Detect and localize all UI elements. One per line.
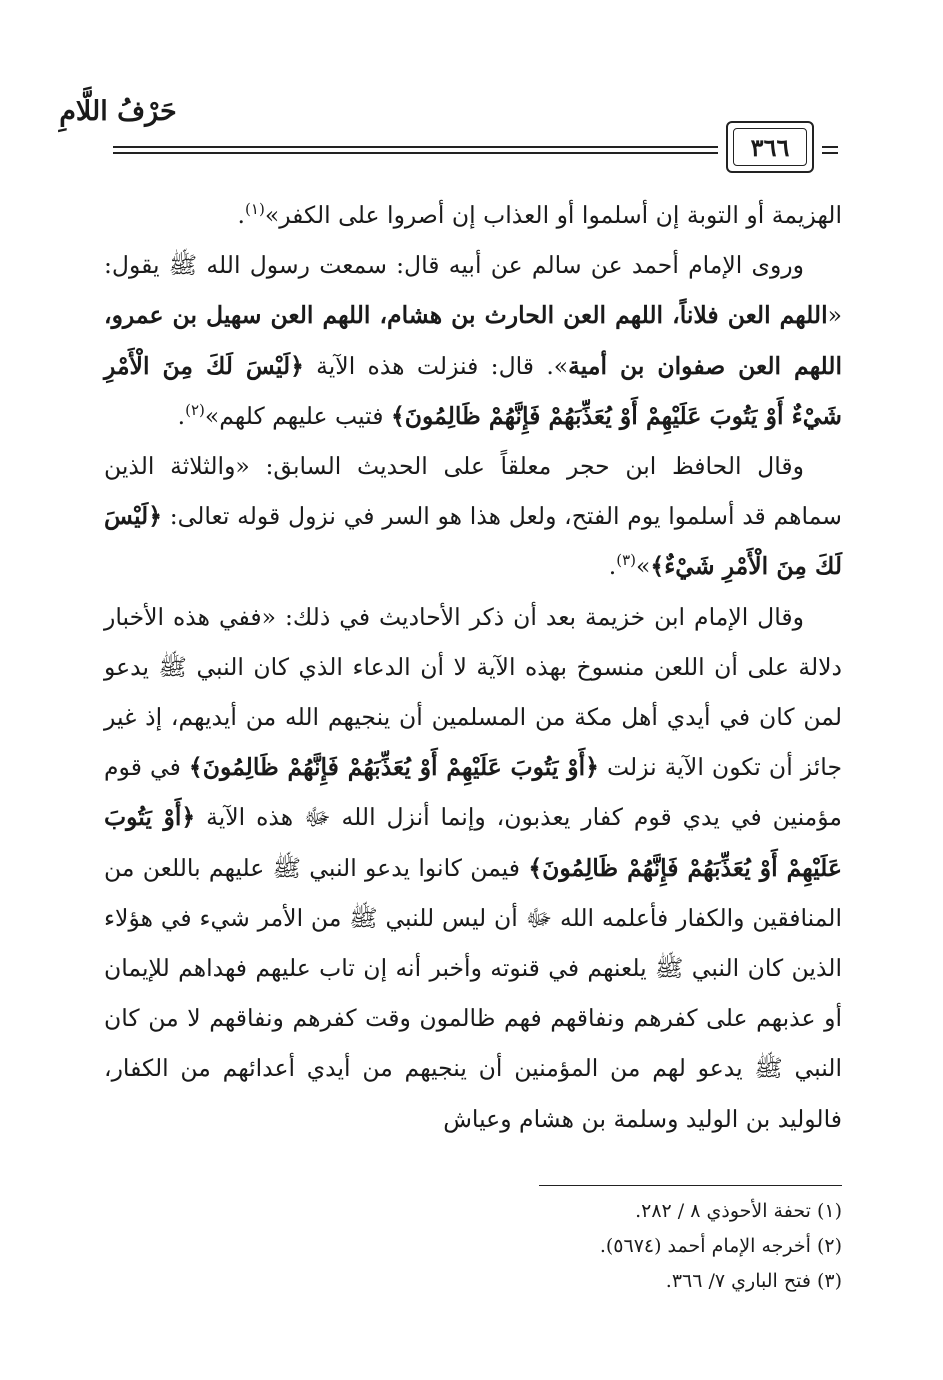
paragraph-1-text: الهزيمة أو التوبة إن أسلموا أو العذاب إن أصروا على الكفر» (264, 201, 842, 229)
page-number: ٣٦٦ (733, 128, 807, 166)
footnote-separator (539, 1185, 842, 1186)
paragraph-3-close: » (636, 552, 651, 581)
footnote-1: (١) تحفة الأحوذي ٨ / ٢٨٢. (635, 1200, 842, 1222)
quran-verse: ﴿لَيْسَ لَكَ مِنَ الْأَمْرِ شَيْءٌ﴾ (104, 502, 842, 581)
hadith-text: اللهم العن فلاناً، اللهم العن الحارث بن هشام، اللهم العن سهيل بن عمرو، اللهم العن صفوان بن أمية (104, 301, 842, 380)
footnote-ref-2[interactable]: (٢) (185, 400, 205, 419)
paragraph-1 (104, 190, 842, 240)
paragraph-2-end: . (177, 401, 186, 430)
footnote-ref-3[interactable]: (٣) (616, 551, 637, 570)
paragraph-4 (104, 592, 842, 1144)
paragraph-4-mid: في قوم مؤمنين في يدي قوم كفار يعذبون، وإنما أنزل الله ﷻ هذه الآية (104, 753, 842, 832)
footnote-3: (٣) فتح الباري ٧/ ٣٦٦. (665, 1270, 842, 1292)
footnote-2: (٢) أخرجه الإمام أحمد (٥٦٧٤). (599, 1235, 842, 1257)
footnotes (142, 1194, 842, 1299)
header-rule-short (822, 146, 838, 154)
quran-verse: ﴿لَيْسَ لَكَ مِنَ الْأَمْرِ شَيْءٌ أَوْ يَتُوبَ عَلَيْهِمْ أَوْ يُعَذِّبَهُمْ فَإِنَّهُمْ ظَالِمُونَ﴾ (104, 351, 842, 430)
paragraph-3 (104, 441, 842, 592)
paragraph-2 (104, 240, 842, 441)
footnote-ref-1[interactable]: (١) (245, 200, 265, 219)
quran-verse: ﴿أَوْ يَتُوبَ عَلَيْهِمْ أَوْ يُعَذِّبَهُمْ فَإِنَّهُمْ ظَالِمُونَ﴾ (188, 753, 599, 782)
page-header (0, 0, 943, 170)
paragraph-3-end: . (608, 552, 617, 581)
paragraph-4-text: وقال الإمام ابن خزيمة بعد أن ذكر الأحاديث في ذلك: «ففي هذه الأخبار دلالة على أن اللعن منسوخ بهذه الآية لا أن الدعاء الذي كان النبي ﷺ يدعو لمن كان في أيدي أهل مكة من المسلمين أن ينجيهم الله من أيديهم، إذ غير جائز أن تكون الآية نزلت (104, 602, 842, 782)
paragraph-2-mid: ». قال: فنزلت هذه الآية (303, 351, 569, 380)
paragraph-4-tail: فيمن كانوا يدعو النبي ﷺ عليهم باللعن من المنافقين والكفار فأعلمه الله ﷻ أن ليس للنبي ﷺ من الأمر شيء في هؤلاء الذين كان النبي ﷺ يلعنهم في قنوته وأخبر أنه إن تاب عليهم فهداهم للإيمان أو عذبهم على كفرهم ونفاقهم فهم ظالمون وقت كفرهم ونفاقهم لا من كان النبي ﷺ يدعو لهم من المؤمنين أن ينجيهم من أيدي أعدائهم من الكفار، فالوليد بن الوليد وسلمة بن هشام وعياش (104, 853, 842, 1133)
paragraph-2-tail: فتيب عليهم كلهم» (204, 401, 391, 430)
running-title: حَرْفُ اللَّامِ (59, 96, 177, 127)
paragraph-1-end: . (237, 201, 246, 229)
header-rule (113, 146, 718, 154)
paragraph-2-intro: وروى الإمام أحمد عن سالم عن أبيه قال: سمعت رسول الله ﷺ يقول: « (104, 251, 842, 330)
main-text (104, 190, 842, 1144)
quran-verse: ﴿أَوْ يَتُوبَ عَلَيْهِمْ أَوْ يُعَذِّبَهُمْ فَإِنَّهُمْ ظَالِمُونَ﴾ (104, 803, 842, 882)
paragraph-3-text: وقال الحافظ ابن حجر معلقاً على الحديث السابق: «والثلاثة الذين سماهم قد أسلموا يوم الفتح، ولعل هذا هو السر في نزول قوله تعالى: (104, 452, 842, 531)
page-number-box (726, 121, 814, 173)
